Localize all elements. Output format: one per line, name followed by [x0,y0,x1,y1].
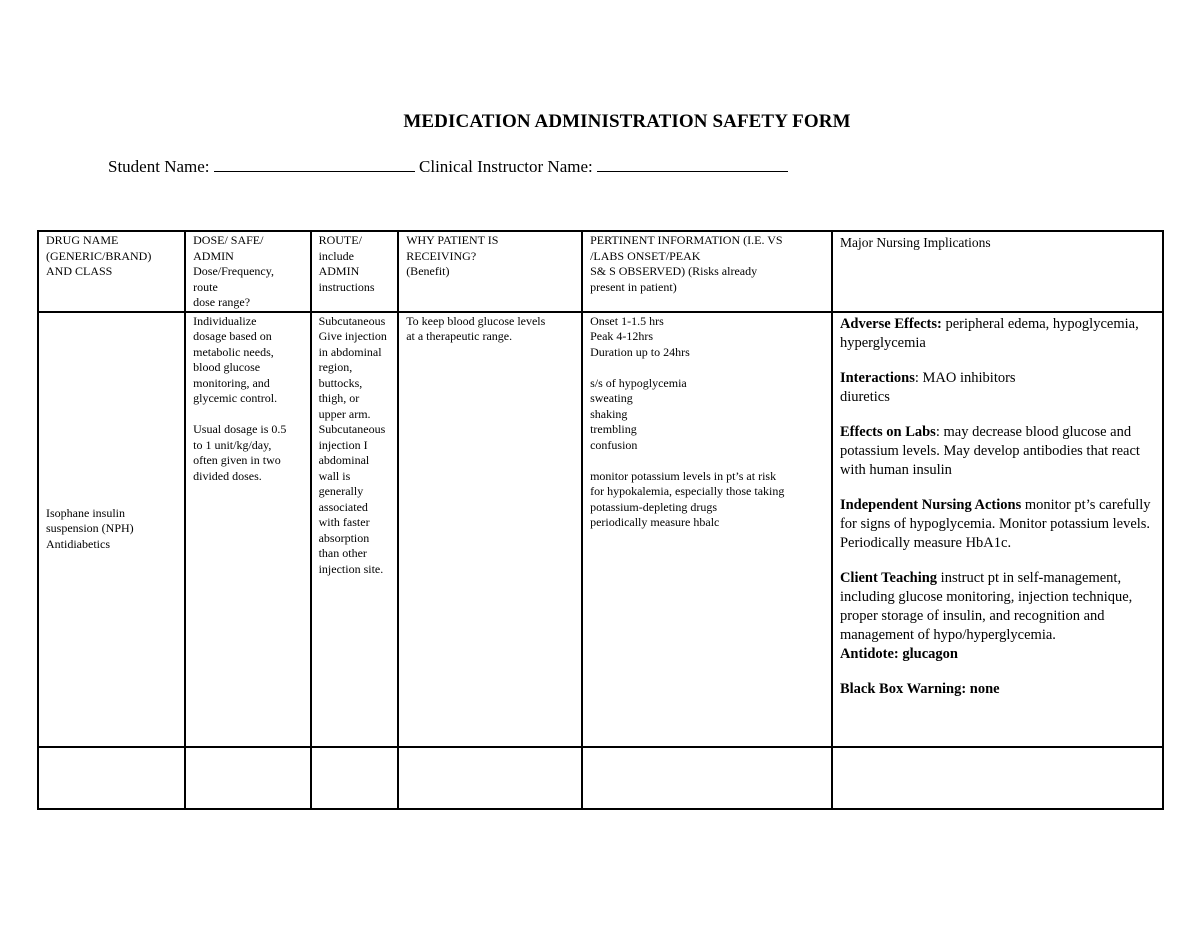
text-line: /LABS ONSET/PEAK [590,248,701,263]
black-box-warning [840,680,1155,699]
text-line: periodically measure hbalc [590,515,720,529]
text-line: S& S OBSERVED) (Risks already [590,264,758,278]
instructor-name-label: Clinical Instructor Name: [419,157,593,176]
text-line: Major Nursing Implications [839,235,991,250]
text-line: include [318,248,354,263]
text-line: for hypokalemia, especially those taking [590,484,785,498]
spacer [590,360,824,376]
empty-cell[interactable] [398,747,582,809]
text-line: DOSE/ SAFE/ [193,233,264,247]
independent-nursing-actions-label: Independent Nursing Actions [839,496,1022,513]
text-line: ADMIN [318,264,360,278]
text-line: generally [318,484,364,498]
text-line: Duration up to 24hrs [590,344,690,359]
header-pertinent [582,231,832,312]
text-line: glycemic control. [193,391,278,405]
text-line: metabolic needs, [193,344,274,359]
text-line: potassium-depleting drugs [590,499,718,514]
text-line: divided doses. [193,468,262,483]
name-line [108,155,788,177]
text-line: dose range? [193,295,251,309]
text-line: present in patient) [590,279,677,294]
text-line: region, [318,360,353,374]
student-name-field[interactable] [214,155,415,172]
header-major-implications [832,231,1163,312]
drug-name-text [46,506,177,553]
why-cell [398,312,582,747]
effects-on-labs-label: Effects on Labs [839,423,936,440]
text-line: shaking [590,406,628,421]
text-line: confusion [590,437,638,452]
table-row [38,312,1163,747]
client-teaching-text: instruct pt in self-management, including glucose monitoring, injection technique, proper storage of insulin, and recognition and management of hypo/hyperglycemia. [839,569,1133,643]
dose-cell [185,312,310,747]
black-box-warning-text: Black Box Warning: none [839,680,1000,697]
text-line: Usual dosage is 0.5 [193,422,287,436]
header-why [398,231,582,312]
student-name-label: Student Name: [108,157,210,176]
text-line: monitor potassium levels in pt’s at risk [590,468,777,483]
adverse-effects [840,315,1155,353]
text-line: Antidiabetics [46,536,110,551]
text-line: Subcutaneous [318,313,386,328]
text-line: in abdominal [318,344,382,359]
header-route [311,231,399,312]
empty-cell[interactable] [832,747,1163,809]
text-line: (Benefit) [406,264,450,278]
interactions-text-2: diuretics [839,388,890,405]
text-line: RECEIVING? [406,248,477,263]
empty-cell[interactable] [38,747,185,809]
text-line: suspension (NPH) [46,521,134,536]
text-line: Individualize [193,313,257,328]
effects-on-labs-text: : may decrease blood glucose and potassium levels. May develop antibodies that react with human insulin [839,423,1140,478]
text-line: monitoring, and [193,375,270,390]
text-line: upper arm. [318,406,371,421]
text-line: DRUG NAME [46,233,119,247]
text-line: with faster [318,515,370,529]
text-line: absorption [318,530,370,545]
header-drug-name [38,231,185,312]
text-line: AND CLASS [46,264,113,278]
independent-nursing-actions [840,496,1155,553]
text-line: sweating [590,391,633,405]
interactions-text: : MAO inhibitors [914,369,1016,386]
text-line: often given in two [193,453,281,467]
antidote-text: Antidote: glucagon [839,645,958,662]
instructor-name-field[interactable] [597,155,788,172]
header-dose [185,231,310,312]
text-line: s/s of hypoglycemia [590,375,687,390]
interactions-label: Interactions [839,369,915,386]
text-line: PERTINENT INFORMATION (I.E. VS [590,233,783,247]
text-line: Onset 1-1.5 hrs [590,313,664,328]
adverse-effects-text: peripheral edema, hypoglycemia, hyperglycemia [839,315,1139,351]
spacer [590,453,824,469]
text-line: ADMIN [193,248,234,263]
header-row [38,231,1163,312]
empty-cell[interactable] [311,747,399,809]
text-line: instructions [318,279,375,294]
text-line: wall is [318,468,351,483]
text-line: Peak 4-12hrs [590,329,654,343]
text-line: To keep blood glucose levels [406,313,546,328]
text-line: blood glucose [193,360,261,374]
text-line: trembling [590,422,637,436]
pertinent-cell [582,312,832,747]
effects-on-labs [840,423,1155,480]
text-line: Dose/Frequency, [193,264,274,278]
text-line: (GENERIC/BRAND) [46,248,152,263]
text-line: buttocks, [318,375,363,390]
text-line: route [193,279,218,294]
text-line: WHY PATIENT IS [406,233,499,247]
client-teaching-label: Client Teaching [839,569,938,586]
text-line: than other [318,546,367,560]
text-line: dosage based on [193,329,272,343]
adverse-effects-label: Adverse Effects: [839,315,942,332]
client-teaching [840,569,1155,645]
drug-name-cell [38,312,185,747]
independent-nursing-actions-text: monitor pt’s carefully for signs of hypoglycemia. Monitor potassium levels. Periodically measure HbA1c. [839,496,1151,551]
text-line: at a therapeutic range. [406,329,513,343]
spacer [193,407,302,423]
empty-cell[interactable] [582,747,832,809]
interactions [840,369,1155,407]
text-line: injection I [318,437,368,452]
text-line: Subcutaneous [318,422,386,436]
text-line: thigh, or [318,391,360,405]
text-line: abdominal [318,453,370,467]
medication-table [37,230,1164,810]
major-implications-cell [832,312,1163,747]
form-title: MEDICATION ADMINISTRATION SAFETY FORM [403,111,851,132]
text-line: to 1 unit/kg/day, [193,437,272,452]
text-line: ROUTE/ [318,233,362,247]
empty-cell[interactable] [185,747,310,809]
text-line: Isophane insulin [46,505,125,520]
empty-table-row [38,747,1163,809]
text-line: injection site. [318,561,384,576]
route-cell [311,312,399,747]
text-line: Give injection [318,329,387,343]
text-line: associated [318,499,368,514]
antidote [840,645,1155,664]
